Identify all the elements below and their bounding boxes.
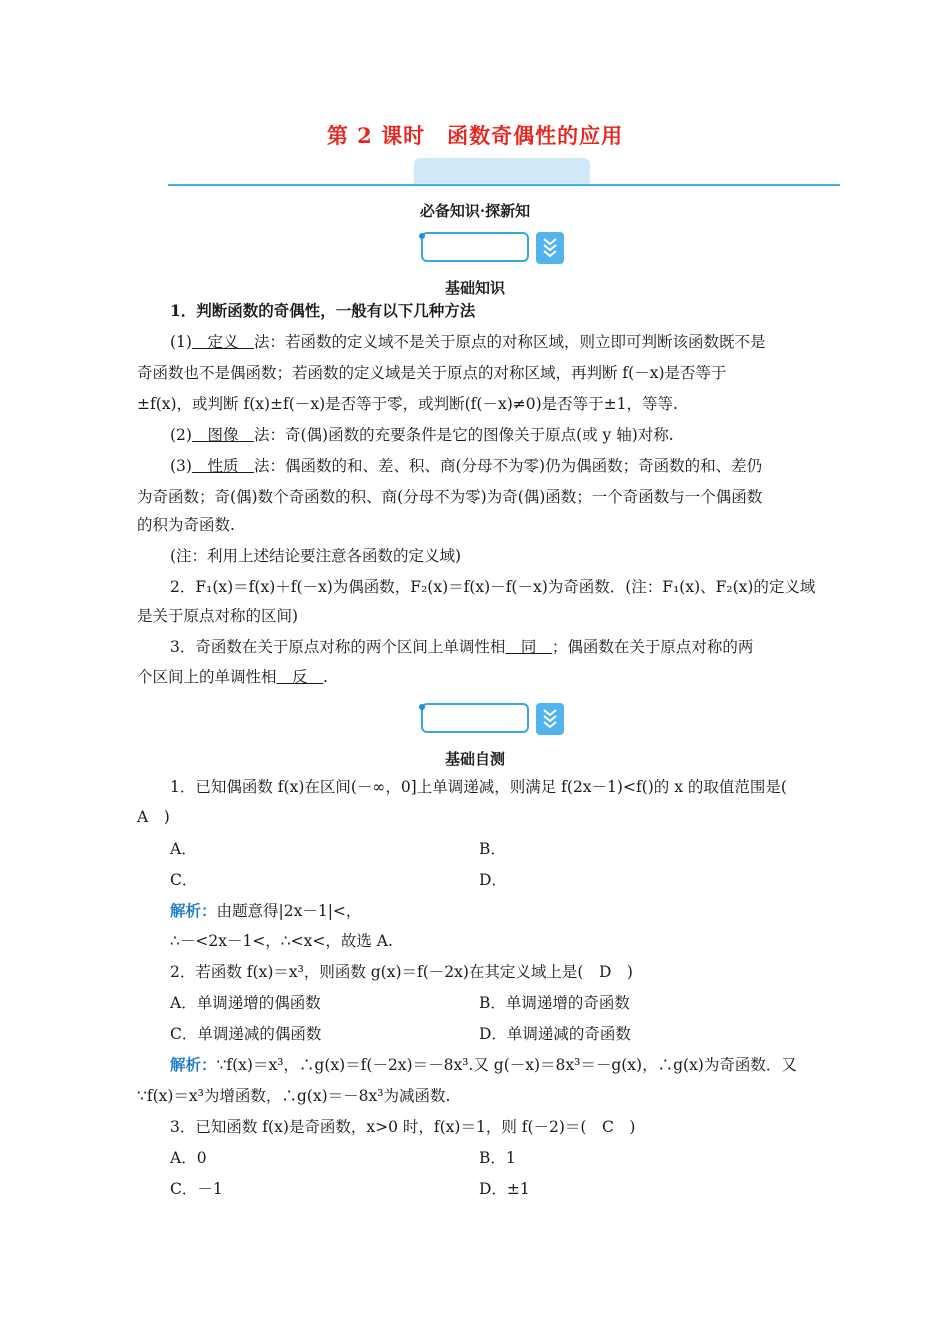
question-2-solution-line-2: ∵f(x)＝x³为增函数，∴g(x)＝－8x³为减函数. <box>137 1087 451 1105</box>
method-3-line-3: 的积为奇函数. <box>137 516 235 534</box>
item-3-text-d: . <box>323 668 328 686</box>
method-3-number: (3) <box>170 457 192 475</box>
method-2-number: (2) <box>170 426 192 444</box>
question-1-line-1: 1．已知偶函数 f(x)在区间(－∞，0]上单调递减，则满足 f(2x－1)<f()的 x 的取值范围是( <box>170 778 787 796</box>
method-3-fill: 性质 <box>191 457 254 475</box>
method-3-line-2: 为奇函数；奇(偶)数个奇函数的积、商(分母不为零)为奇(偶)函数；一个奇函数与一个偶函数 <box>137 488 763 506</box>
question-2-option-b: B．单调递增的奇函数 <box>479 994 630 1012</box>
section-badge <box>421 232 566 266</box>
title-tab-decoration <box>414 158 590 184</box>
question-2-option-c: C．单调递减的偶函数 <box>170 1025 322 1043</box>
badge-frame <box>421 703 529 733</box>
solution-label: 解析： <box>170 901 217 920</box>
knowledge-item-1-title: 1．判断函数的奇偶性，一般有以下几种方法 <box>170 301 476 320</box>
question-1-solution-line-1 <box>170 900 850 922</box>
method-2-text: 法：奇(偶)函数的充要条件是它的图像关于原点(或 y 轴)对称. <box>253 426 674 444</box>
knowledge-item-2-line-1: 2．F₁(x)＝f(x)＋f(－x)为偶函数，F₂(x)＝f(x)－f(－x)为奇函数．(注：F₁(x)、F₂(x)的定义域 <box>170 578 816 596</box>
question-3-option-c: C．－1 <box>170 1180 223 1198</box>
question-1-line-2: A ) <box>137 808 170 826</box>
lesson-title: 第 2 课时 函数奇偶性的应用 <box>326 123 624 148</box>
item-3-fill-2: 反 <box>276 668 324 686</box>
question-2-option-d: D．单调递减的奇函数 <box>479 1025 631 1043</box>
heading-basic-knowledge: 基础知识 <box>444 279 505 297</box>
method-3-text: 法：偶函数的和、差、积、商(分母不为零)仍为偶函数；奇函数的和、差仍 <box>253 457 763 475</box>
question-1-solution-line-2: ∴－<2x－1<，∴<x<，故选 A. <box>170 932 393 950</box>
question-2-option-a: A．单调递增的偶函数 <box>170 994 321 1012</box>
method-1-line-2: 奇函数也不是偶函数；若函数的定义域是关于原点的对称区域，再判断 f(－x)是否等于 <box>137 364 727 382</box>
knowledge-item-3-line-1 <box>170 636 850 658</box>
question-1-option-a: A． <box>170 840 197 858</box>
method-1-text: 法：若函数的定义域不是关于原点的对称区域，则立即可判断该函数既不是 <box>253 333 766 351</box>
badge-dot <box>419 704 425 710</box>
knowledge-item-3-line-2 <box>137 666 817 688</box>
solution-text: ∵f(x)＝x³，∴g(x)＝f(－2x)＝－8x³.又 g(－x)＝8x³＝－g(x)，∴g(x)为奇函数．又 <box>216 1056 797 1074</box>
item-3-text-c: 个区间上的单调性相 <box>137 668 277 686</box>
method-1-number: (1) <box>170 333 192 351</box>
solution-label: 解析： <box>170 1055 217 1074</box>
question-1-option-c: C． <box>170 871 198 889</box>
double-chevron-down-icon <box>536 703 564 735</box>
knowledge-item-2-line-2: 是关于原点对称的区间) <box>137 607 299 625</box>
question-3-option-b: B．1 <box>479 1149 516 1167</box>
section-badge-2 <box>421 703 566 737</box>
item-3-text-a: 3．奇函数在关于原点对称的两个区间上单调性相 <box>170 638 506 656</box>
method-2-fill: 图像 <box>191 426 254 444</box>
method-1-line-1 <box>170 331 850 353</box>
method-2-line-1 <box>170 424 850 446</box>
question-2-solution-line-1 <box>170 1054 850 1076</box>
method-1-fill: 定义 <box>191 333 254 351</box>
solution-text: 由题意得|2x－1|<， <box>216 902 362 920</box>
question-3-option-a: A．0 <box>170 1149 207 1167</box>
title-divider <box>168 184 840 186</box>
double-chevron-down-icon <box>536 232 564 264</box>
knowledge-note: (注：利用上述结论要注意各函数的定义域) <box>170 547 462 565</box>
section-title: 必备知识·探新知 <box>419 202 531 220</box>
question-1-option-b: B． <box>479 840 506 858</box>
item-3-fill-1: 同 <box>505 638 552 656</box>
item-3-text-b: ；偶函数在关于原点对称的两 <box>551 638 754 656</box>
question-3-line-1: 3．已知函数 f(x)是奇函数，x>0 时，f(x)＝1，则 f(－2)＝( C ) <box>170 1118 636 1136</box>
heading-self-test: 基础自测 <box>444 750 505 768</box>
question-2-line-1: 2．若函数 f(x)＝x³，则函数 g(x)＝f(－2x)在其定义域上是( D ) <box>170 963 633 981</box>
badge-dot <box>419 233 425 239</box>
question-3-option-d: D．±1 <box>479 1180 530 1198</box>
method-1-line-3: ±f(x)，或判断 f(x)±f(－x)是否等于零，或判断(f(－x)≠0)是否等于±1，等等. <box>137 395 678 413</box>
method-3-line-1 <box>170 455 850 477</box>
badge-frame <box>421 232 529 262</box>
question-1-option-d: D． <box>479 871 507 889</box>
